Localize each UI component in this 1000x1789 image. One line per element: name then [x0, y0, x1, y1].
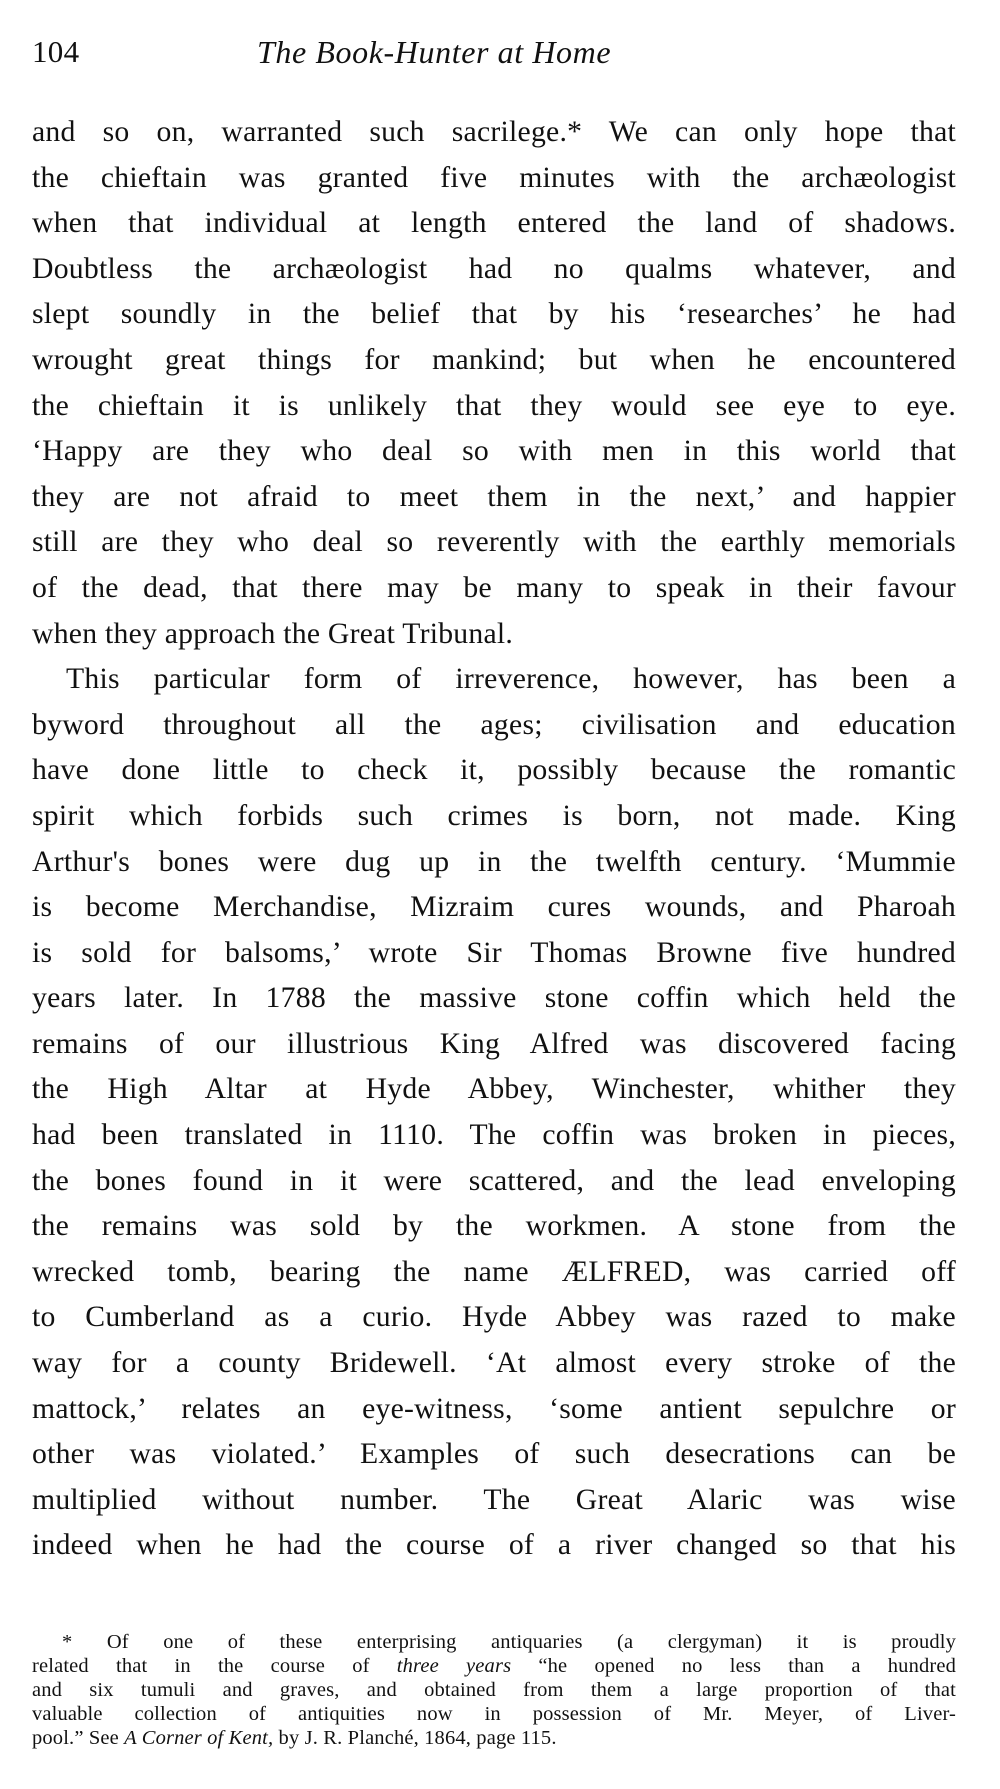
- text-line: still are they who deal so reverently with the earthly memorials: [32, 526, 956, 559]
- running-title: The Book-Hunter at Home: [257, 34, 612, 70]
- text-line: Arthur's bones were dug up in the twelfth century. ‘Mummie: [32, 845, 956, 878]
- text-line: spirit which forbids such crimes is born, not made. King: [32, 799, 956, 832]
- text-line: the chieftain was granted five minutes with the archæologist: [32, 161, 956, 194]
- text-line: indeed when he had the course of a river changed so that his: [32, 1529, 956, 1562]
- text-line: years later. In 1788 the massive stone coffin which held the: [32, 982, 956, 1015]
- text-line: way for a county Bridewell. ‘At almost every stroke of the: [32, 1347, 956, 1380]
- page-number: 104: [32, 34, 80, 69]
- body-text: [32, 110, 956, 1569]
- text-line: wrecked tomb, bearing the name ÆLFRED, was carried off: [32, 1255, 956, 1288]
- footnote-text: pool.” See: [32, 1727, 125, 1749]
- footnote-line: [32, 1654, 956, 1678]
- text-line: the chieftain it is unlikely that they would see eye to eye.: [32, 389, 956, 422]
- text-line: other was violated.’ Examples of such desecrations can be: [32, 1438, 956, 1471]
- footnote-line: * Of one of these enterprising antiquaries (a clergyman) it is proudly: [62, 1631, 956, 1653]
- footnote-emphasis: three years: [396, 1655, 512, 1677]
- footnote-book-title: A Corner of Kent,: [124, 1727, 274, 1749]
- page-header: [32, 36, 972, 84]
- text-line: remains of our illustrious King Alfred was discovered facing: [32, 1027, 956, 1060]
- footnote-line: and six tumuli and graves, and obtained from them a large proportion of that: [32, 1679, 956, 1701]
- footnote-text: related that in the course of: [32, 1655, 397, 1677]
- text-line: Doubtless the archæologist had no qualms whatever, and: [32, 252, 956, 285]
- text-line: have done little to check it, possibly because the romantic: [32, 754, 956, 787]
- text-line: is sold for balsoms,’ wrote Sir Thomas Browne five hundred: [32, 936, 956, 969]
- text-line: to Cumberland as a curio. Hyde Abbey was razed to make: [32, 1301, 956, 1334]
- text-line: This particular form of irreverence, however, has been a: [66, 663, 956, 696]
- text-line: byword throughout all the ages; civilisation and education: [32, 708, 956, 741]
- text-line: ‘Happy are they who deal so with men in this world that: [32, 435, 956, 468]
- footnote-line: [32, 1726, 956, 1750]
- text-line: when that individual at length entered the land of shadows.: [32, 207, 956, 240]
- footnote-text: by J. R. Planché, 1864, page 115.: [273, 1727, 557, 1749]
- text-line: when they approach the Great Tribunal.: [32, 617, 514, 650]
- text-line: the remains was sold by the workmen. A stone from the: [32, 1210, 956, 1243]
- text-line: of the dead, that there may be many to speak in their favour: [32, 571, 956, 604]
- footnote-text: “he opened no less than a hundred: [511, 1655, 956, 1677]
- text-line: slept soundly in the belief that by his ‘researches’ he had: [32, 298, 956, 331]
- text-line: they are not afraid to meet them in the next,’ and happier: [32, 480, 956, 513]
- text-line: had been translated in 1110. The coffin was broken in pieces,: [32, 1119, 956, 1152]
- text-line: the High Altar at Hyde Abbey, Winchester, whither they: [32, 1073, 956, 1106]
- footnote-line: valuable collection of antiquities now in possession of Mr. Meyer, of Liver-: [32, 1703, 956, 1725]
- footnote: [32, 1630, 956, 1750]
- text-line: wrought great things for mankind; but when he encountered: [32, 343, 956, 376]
- paragraph-2: [32, 657, 956, 1569]
- text-line: is become Merchandise, Mizraim cures wounds, and Pharoah: [32, 891, 956, 924]
- text-line: multiplied without number. The Great Alaric was wise: [32, 1483, 956, 1516]
- text-line: the bones found in it were scattered, and the lead enveloping: [32, 1164, 956, 1197]
- text-line: and so on, warranted such sacrilege.* We can only hope that: [32, 116, 956, 148]
- text-line: mattock,’ relates an eye-witness, ‘some antient sepulchre or: [32, 1392, 956, 1425]
- paragraph-1: [32, 110, 956, 657]
